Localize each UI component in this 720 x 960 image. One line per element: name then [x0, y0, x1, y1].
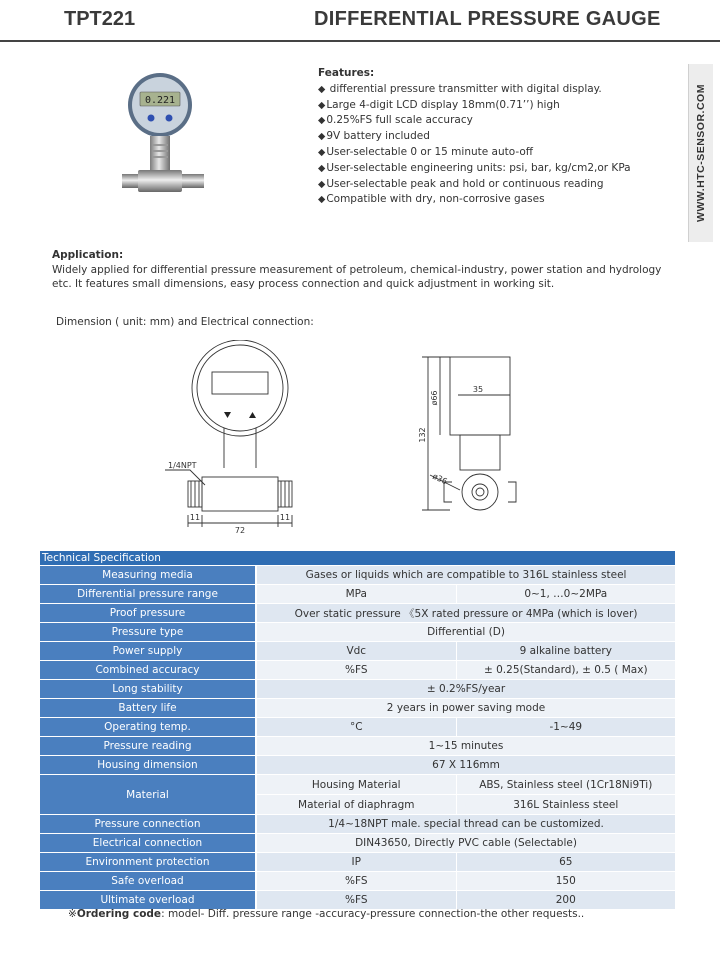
spec-value: DIN43650, Directly PVC cable (Selectable) — [256, 834, 675, 853]
spec-unit: %FS — [256, 661, 456, 680]
feature-item — [318, 145, 631, 161]
spec-value: -1~49 — [456, 718, 675, 737]
feature-item — [318, 192, 631, 208]
spec-label: Measuring media — [40, 566, 256, 585]
table-row — [40, 775, 675, 795]
spec-label: Pressure connection — [40, 815, 256, 834]
product-photo — [118, 70, 228, 205]
feature-text: User-selectable engineering units: psi, bar, kg/cm2,or KPa — [326, 161, 631, 174]
left-port-icon — [122, 174, 138, 188]
website-sidebar — [688, 64, 713, 242]
feature-item — [318, 161, 631, 177]
spec-label: Proof pressure — [40, 604, 256, 623]
table-row — [40, 642, 675, 661]
feature-item — [318, 82, 631, 98]
table-row — [40, 718, 675, 737]
bullet-icon: ◆ — [318, 178, 326, 190]
dim-right-label: 11 — [279, 513, 291, 522]
spec-label: Pressure type — [40, 623, 256, 642]
table-row — [40, 737, 675, 756]
feature-text: Large 4-digit LCD display 18mm(0.71’’) high — [326, 98, 560, 111]
spec-value: 150 — [456, 872, 675, 891]
features-section — [318, 66, 631, 208]
feature-item — [318, 129, 631, 145]
page-title: DIFFERENTIAL PRESSURE GAUGE — [314, 8, 661, 30]
feature-item — [318, 98, 631, 114]
application-heading: Application: — [52, 249, 124, 261]
spec-unit: IP — [256, 853, 456, 872]
dim-width-label: 72 — [234, 526, 246, 535]
gauge-stem — [150, 136, 170, 170]
spec-value: ± 0.25(Standard), ± 0.5 ( Max) — [456, 661, 675, 680]
application-section — [52, 248, 662, 292]
dim-left-label: 11 — [189, 513, 201, 522]
front-gauge-outline — [192, 340, 288, 436]
spec-value: Differential (D) — [256, 623, 675, 642]
dimension-heading: Dimension ( unit: mm) and Electrical connection: — [56, 316, 314, 328]
spec-label: Environment protection — [40, 853, 256, 872]
table-row — [40, 566, 675, 585]
spec-label: Pressure reading — [40, 737, 256, 756]
spec-unit: °C — [256, 718, 456, 737]
bullet-icon: ◆ — [318, 83, 326, 95]
dim-bottom-diameter-label: ø36 — [431, 471, 449, 487]
spec-label: Long stability — [40, 680, 256, 699]
table-row — [40, 623, 675, 642]
spec-value: 67 X 116mm — [256, 756, 675, 775]
feature-text: User-selectable 0 or 15 minute auto-off — [326, 145, 534, 158]
bullet-icon: ◆ — [318, 115, 326, 127]
table-row — [40, 834, 675, 853]
spec-value: Gases or liquids which are compatible to 316L stainless steel — [256, 566, 675, 585]
feature-text: 0.25%FS full scale accuracy — [326, 114, 473, 127]
spec-label: Housing dimension — [40, 756, 256, 775]
bullet-icon: ◆ — [318, 146, 326, 158]
front-up-arrow-icon — [249, 412, 256, 418]
bullet-icon: ◆ — [318, 162, 326, 174]
spec-label: Material — [40, 775, 256, 815]
ordering-text: : model- Diff. pressure range -accuracy-pressure connection-the other requests.. — [161, 908, 585, 920]
table-row — [40, 699, 675, 718]
up-button-icon — [166, 115, 173, 122]
spec-value: 1~15 minutes — [256, 737, 675, 756]
spec-value: Over static pressure 《5X rated pressure or 4MPa (which is lover) — [256, 604, 675, 623]
ordering-mark: ※ — [68, 908, 77, 920]
bullet-icon: ◆ — [318, 99, 326, 111]
spec-value: 200 — [456, 891, 675, 910]
table-row — [40, 756, 675, 775]
model-number: TPT221 — [64, 8, 136, 30]
header-rule — [0, 40, 720, 42]
bullet-icon: ◆ — [318, 131, 326, 143]
feature-text: Compatible with dry, non-corrosive gases — [326, 193, 545, 206]
spec-label: Differential pressure range — [40, 585, 256, 604]
feature-text: 9V battery included — [326, 130, 430, 143]
spec-value: ABS, Stainless steel (1Cr18Ni9Ti) — [456, 775, 675, 795]
table-row — [40, 661, 675, 680]
spec-value: 316L Stainless steel — [456, 795, 675, 815]
features-list — [318, 82, 631, 208]
side-gauge-outline — [450, 357, 510, 435]
website-url: WWW.HTC-SENSOR.COM — [695, 84, 707, 222]
feature-item — [318, 113, 631, 129]
ordering-label: Ordering code — [76, 908, 162, 920]
table-row — [40, 872, 675, 891]
spec-value: ± 0.2%FS/year — [256, 680, 675, 699]
spec-label: Combined accuracy — [40, 661, 256, 680]
application-text: Widely applied for differential pressure measurement of petroleum, chemical-industry, power station and hydrology etc. It features small dimensions, easy process connection and quick adjustment in working sit. — [52, 263, 662, 290]
dim-depth-label: 35 — [472, 385, 484, 394]
feature-text: differential pressure transmitter with digital display. — [326, 82, 602, 95]
table-row — [40, 815, 675, 834]
spec-value: 2 years in power saving mode — [256, 699, 675, 718]
spec-label: Safe overload — [40, 872, 256, 891]
feature-text: User-selectable peak and hold or continuous reading — [326, 177, 604, 190]
table-row — [40, 604, 675, 623]
down-button-icon — [148, 115, 155, 122]
dim-thread-label: 1/4NPT — [168, 461, 197, 470]
ordering-code — [68, 908, 584, 920]
dimension-drawing — [160, 340, 560, 535]
features-heading: Features: — [318, 67, 375, 79]
process-body — [138, 170, 182, 192]
spec-value: 9 alkaline battery — [456, 642, 675, 661]
spec-label: Operating temp. — [40, 718, 256, 737]
feature-item — [318, 177, 631, 193]
table-row — [40, 853, 675, 872]
spec-subvalue: Housing Material — [256, 775, 456, 795]
spec-label: Ultimate overload — [40, 891, 256, 910]
front-down-arrow-icon — [224, 412, 231, 418]
spec-label: Power supply — [40, 642, 256, 661]
spec-unit: %FS — [256, 872, 456, 891]
spec-caption: Technical Specification — [40, 551, 675, 566]
right-port-icon — [182, 174, 204, 188]
spec-unit: %FS — [256, 891, 456, 910]
spec-value: 0~1, …0~2MPa — [456, 585, 675, 604]
spec-value: 1/4~18NPT male. special thread can be customized. — [256, 815, 675, 834]
dim-body-diameter-label: ø66 — [430, 390, 439, 406]
spec-table — [40, 551, 675, 910]
spec-value: 65 — [456, 853, 675, 872]
table-row — [40, 585, 675, 604]
table-row — [40, 891, 675, 910]
spec-label: Battery life — [40, 699, 256, 718]
spec-unit: MPa — [256, 585, 456, 604]
spec-unit: Vdc — [256, 642, 456, 661]
spec-label: Electrical connection — [40, 834, 256, 853]
lcd-reading: 0.221 — [144, 95, 176, 106]
dim-height-label: 132 — [418, 427, 427, 443]
spec-subvalue: Material of diaphragm — [256, 795, 456, 815]
bullet-icon: ◆ — [318, 194, 326, 206]
table-row — [40, 680, 675, 699]
